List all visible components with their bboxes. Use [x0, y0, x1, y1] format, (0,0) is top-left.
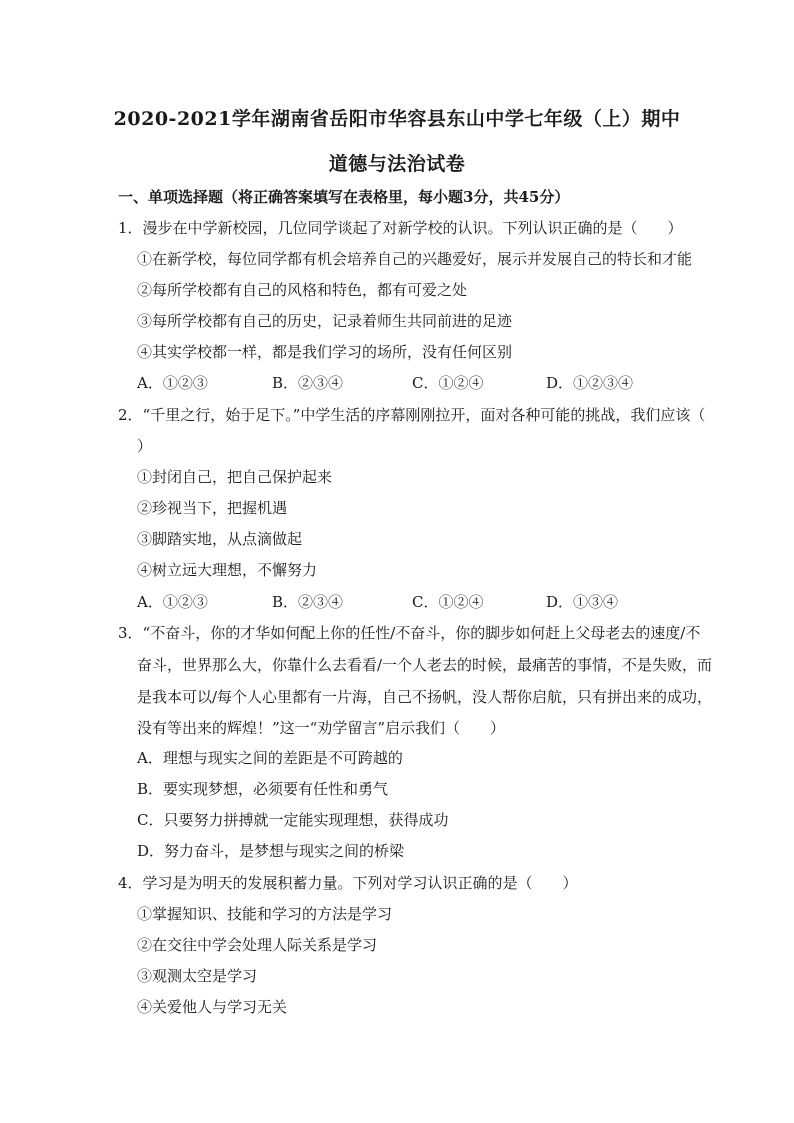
question-1-item-2: ②每所学校都有自己的风格和特色，都有可爱之处: [137, 281, 468, 299]
exam-title-line1: 2020-2021学年湖南省岳阳市华容县东山中学七年级（上）期中: [113, 108, 681, 130]
question-3-stem-line3: 是我本可以/每个人心里都有一片海，自己不扬帆，没人帮你启航，只有拼出来的成功，: [137, 688, 713, 706]
question-2-item-3: ③脚踏实地，从点滴做起: [137, 530, 303, 548]
question-2-stem: 2．“千里之行，始于足下。”中学生活的序幕刚刚拉开，面对各种可能的挑战，我们应该（: [118, 406, 706, 424]
question-3-option-d[interactable]: D．努力奋斗，是梦想与现实之间的桥梁: [137, 842, 405, 860]
exam-title-line2: 道德与法治试卷: [328, 153, 466, 175]
question-1-item-4: ④其实学校都一样，都是我们学习的场所，没有任何区别: [137, 343, 513, 361]
question-2-stem-cont: ）: [137, 437, 153, 455]
question-3-option-a[interactable]: A．理想与现实之间的差距是不可跨越的: [137, 749, 403, 767]
question-2-item-2: ②珍视当下，把握机遇: [137, 499, 288, 517]
question-1-item-3: ③每所学校都有自己的历史，记录着师生共同前进的足迹: [137, 312, 513, 330]
question-2-option-d[interactable]: D．①③④: [546, 593, 619, 611]
question-3-option-b[interactable]: B．要实现梦想，必须要有任性和勇气: [137, 780, 389, 798]
question-2-item-4: ④树立远大理想，不懈努力: [137, 561, 318, 579]
question-3-stem-line2: 奋斗，世界那么大，你靠什么去看看/一个人老去的时候，最痛苦的事情，不是失败，而: [137, 656, 713, 674]
question-2-option-a[interactable]: A．①②③: [137, 593, 208, 611]
question-4-item-1: ①掌握知识、技能和学习的方法是学习: [137, 905, 393, 923]
question-3-stem-line4: 没有等出来的辉煌！”这一“劝学留言”启示我们（ ）: [137, 719, 506, 737]
question-2-option-b[interactable]: B．②③④: [272, 593, 344, 611]
question-3-stem-line1: 3．“不奋斗，你的才华如何配上你的任性/不奋斗，你的脚步如何赶上父母老去的速度/不: [118, 624, 701, 642]
question-1-option-d[interactable]: D．①②③④: [546, 374, 634, 392]
question-1-option-a[interactable]: A．①②③: [137, 374, 208, 392]
question-1-item-1: ①在新学校，每位同学都有机会培养自己的兴趣爱好，展示并发展自己的特长和才能: [137, 250, 693, 268]
section-heading: 一、单项选择题（将正确答案填写在表格里，每小题3分，共45分）: [118, 188, 570, 206]
question-4-item-4: ④关爱他人与学习无关: [137, 998, 288, 1016]
question-1-option-c[interactable]: C．①②④: [412, 374, 484, 392]
question-4-stem: 4．学习是为明天的发展积蓄力量。下列对学习认识正确的是（ ）: [118, 874, 578, 892]
question-1-option-b[interactable]: B．②③④: [272, 374, 344, 392]
question-2-option-c[interactable]: C．①②④: [412, 593, 484, 611]
question-2-item-1: ①封闭自己，把自己保护起来: [137, 468, 333, 486]
question-1-stem: 1．漫步在中学新校园，几位同学谈起了对新学校的认识。下列认识正确的是（ ）: [118, 219, 683, 237]
question-4-item-2: ②在交往中学会处理人际关系是学习: [137, 936, 378, 954]
question-4-item-3: ③观测太空是学习: [137, 967, 258, 985]
question-3-option-c[interactable]: C．只要努力拼搏就一定能实现理想，获得成功: [137, 811, 449, 829]
